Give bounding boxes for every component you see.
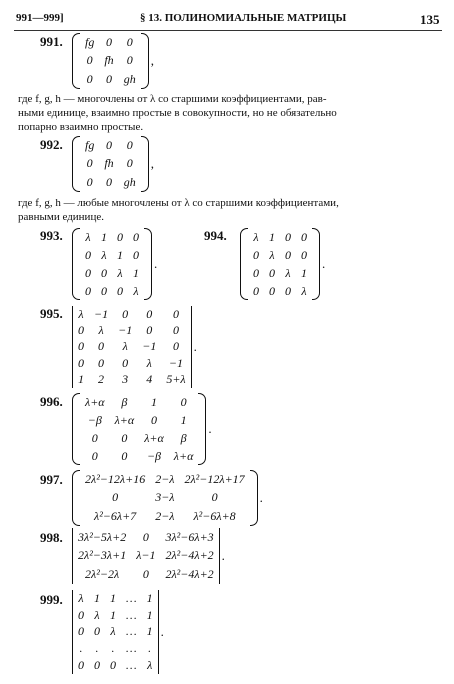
matrix-cell: 0 — [101, 283, 107, 298]
matrix-cell: 2λ²−12λ+17 — [184, 471, 245, 486]
matrix-cell: λ — [146, 355, 152, 370]
matrix-row — [80, 411, 198, 429]
matrix-cell: 0 — [78, 658, 84, 673]
problem-992-matrix — [72, 136, 154, 192]
p997-tail-punctuation: . — [259, 490, 263, 505]
matrix-cell: 1 — [117, 247, 123, 262]
matrix-cell: 0 — [122, 355, 129, 370]
matrix-row — [73, 528, 219, 547]
problem-994-number: 994. — [204, 228, 227, 243]
matrix-cell: 0 — [301, 247, 307, 262]
matrix-row — [80, 155, 141, 174]
matrix-cell: 0 — [106, 34, 113, 49]
matrix-cell: 2λ²−4λ+2 — [165, 548, 214, 563]
matrix-cell: 1 — [180, 412, 187, 427]
matrix-cell: … — [126, 624, 137, 639]
matrix-cell: −1 — [168, 355, 184, 370]
p996-left-bracket — [72, 393, 80, 465]
matrix-cell: 0 — [91, 448, 98, 463]
problem-991-text-line-2: ными единице, взаимно простые в совокупности, но не обязательно — [18, 107, 337, 119]
matrix-cell: 0 — [122, 306, 129, 321]
matrix-cell: λ — [101, 247, 107, 262]
matrix-cell: 0 — [78, 624, 84, 639]
problem-994-matrix — [240, 228, 325, 300]
matrix-cell: 1 — [269, 229, 275, 244]
matrix-row — [73, 590, 158, 607]
matrix-cell: 1 — [110, 590, 116, 605]
p993-left-bracket — [72, 228, 80, 300]
matrix-cell: 0 — [94, 658, 100, 673]
matrix-cell: 0 — [301, 229, 307, 244]
matrix-cell: 0 — [146, 323, 153, 338]
matrix-cell: 0 — [106, 72, 113, 87]
matrix-cell: 0 — [269, 283, 275, 298]
problem-997-number: 997. — [40, 472, 63, 487]
matrix-cell: 3λ²−6λ+3 — [165, 529, 214, 544]
matrix-cell: 2λ²−4λ+2 — [165, 567, 214, 582]
p996-tail-punctuation: . — [208, 421, 212, 436]
matrix-cell: 1 — [301, 265, 307, 280]
matrix-row — [80, 70, 141, 89]
p998-entries — [73, 528, 219, 584]
matrix-cell: 0 — [269, 265, 275, 280]
matrix-cell: β — [121, 394, 128, 409]
problem-999-number: 999. — [40, 592, 63, 607]
matrix-cell: λ−1 — [136, 548, 156, 563]
p991-left-bracket — [72, 33, 80, 89]
matrix-cell: 0 — [98, 339, 105, 354]
matrix-cell: … — [126, 658, 137, 673]
matrix-cell: β — [180, 430, 187, 445]
p997-right-bracket — [250, 470, 258, 526]
problem-996-matrix — [72, 393, 212, 465]
p996-right-bracket — [198, 393, 206, 465]
p992-tail-punctuation: , — [150, 156, 154, 171]
p999-entries — [73, 590, 158, 674]
matrix-cell: 0 — [106, 137, 113, 152]
problem-995-matrix — [72, 306, 197, 388]
matrix-cell: gh — [123, 175, 136, 190]
matrix-cell: λ — [98, 323, 104, 338]
matrix-cell: . — [79, 641, 83, 656]
matrix-cell: 0 — [117, 229, 123, 244]
matrix-cell: 0 — [253, 247, 259, 262]
matrix-cell: 2λ²−12λ+16 — [85, 471, 146, 486]
p993-right-bracket — [144, 228, 152, 300]
matrix-cell: 1 — [146, 590, 153, 605]
problem-998-number: 998. — [40, 530, 63, 545]
matrix-cell: 0 — [142, 529, 149, 544]
problem-993-number: 993. — [40, 228, 63, 243]
matrix-cell: 0 — [285, 229, 291, 244]
problem-996-number: 996. — [40, 394, 63, 409]
matrix-cell: λ — [301, 283, 307, 298]
matrix-row — [80, 470, 250, 489]
matrix-cell: 0 — [85, 247, 91, 262]
matrix-row — [80, 228, 144, 246]
problem-992-number: 992. — [40, 137, 63, 152]
matrix-row — [73, 322, 191, 338]
matrix-cell: λ²−6λ+7 — [94, 509, 137, 524]
matrix-cell: −1 — [142, 339, 157, 354]
matrix-row — [80, 282, 144, 300]
header-range: 991—999] — [16, 12, 64, 24]
matrix-cell: 0 — [133, 229, 139, 244]
matrix-cell: . — [148, 641, 152, 656]
p993-entries — [80, 228, 144, 300]
matrix-cell: 0 — [121, 430, 128, 445]
matrix-cell: 2 — [98, 372, 105, 387]
matrix-cell: λ — [133, 283, 139, 298]
matrix-cell: 0 — [78, 339, 84, 354]
matrix-cell: 0 — [78, 607, 84, 622]
matrix-cell: 0 — [117, 283, 123, 298]
matrix-cell: −1 — [94, 306, 109, 321]
matrix-cell: 0 — [150, 412, 157, 427]
p995-right-bracket — [191, 306, 192, 388]
matrix-cell: λ — [110, 624, 116, 639]
header-page-number: 135 — [420, 12, 440, 27]
matrix-cell: fg — [85, 137, 95, 152]
p992-left-bracket — [72, 136, 80, 192]
matrix-cell: 0 — [110, 658, 116, 673]
matrix-cell: 0 — [172, 323, 179, 338]
matrix-row — [80, 246, 144, 264]
matrix-cell: 0 — [121, 448, 128, 463]
matrix-cell: 0 — [106, 175, 113, 190]
matrix-row — [248, 264, 312, 282]
matrix-cell: λ — [147, 658, 153, 673]
matrix-row — [80, 52, 141, 71]
matrix-cell: 1 — [146, 607, 153, 622]
matrix-cell: 0 — [86, 175, 93, 190]
matrix-row — [80, 33, 141, 52]
matrix-row — [73, 607, 158, 624]
matrix-cell: 0 — [126, 137, 133, 152]
matrix-cell: 0 — [91, 430, 98, 445]
matrix-row — [248, 282, 312, 300]
problem-995-number: 995. — [40, 306, 63, 321]
matrix-cell: 1 — [110, 607, 116, 622]
matrix-cell: λ — [78, 590, 84, 605]
matrix-row — [248, 228, 312, 246]
matrix-cell: 0 — [253, 265, 259, 280]
matrix-cell: 0 — [126, 156, 133, 171]
matrix-cell: λ+α — [173, 448, 194, 463]
matrix-cell: 3λ²−5λ+2 — [78, 529, 127, 544]
matrix-cell: λ — [253, 229, 259, 244]
matrix-cell: 2λ²−3λ+1 — [78, 548, 127, 563]
matrix-row — [80, 264, 144, 282]
p998-right-bracket — [219, 528, 220, 584]
matrix-cell: gh — [123, 72, 136, 87]
p995-tail-punctuation: . — [193, 339, 197, 354]
matrix-cell: 3−λ — [155, 490, 175, 505]
matrix-cell: … — [126, 607, 137, 622]
matrix-cell: 5+λ — [166, 372, 186, 387]
matrix-row — [80, 136, 141, 155]
p992-right-bracket — [141, 136, 149, 192]
matrix-cell: 0 — [112, 490, 119, 505]
p999-right-bracket — [158, 590, 159, 674]
p994-left-bracket — [240, 228, 248, 300]
matrix-cell: 0 — [285, 247, 291, 262]
matrix-cell: 0 — [285, 283, 291, 298]
matrix-cell: 0 — [85, 265, 91, 280]
p993-tail-punctuation: . — [154, 256, 158, 271]
matrix-cell: 1 — [101, 229, 107, 244]
matrix-cell: λ — [94, 607, 100, 622]
matrix-cell: λ+α — [144, 430, 164, 445]
problem-998-matrix — [72, 528, 225, 584]
matrix-cell: 4 — [146, 372, 153, 387]
matrix-cell: 0 — [211, 490, 218, 505]
matrix-cell: 0 — [86, 72, 93, 87]
matrix-cell: 2−λ — [155, 509, 175, 524]
matrix-cell: … — [126, 590, 137, 605]
matrix-row — [73, 547, 219, 566]
matrix-cell: . — [95, 641, 99, 656]
matrix-row — [80, 393, 198, 411]
matrix-cell: 0 — [101, 265, 107, 280]
problem-997-matrix — [72, 470, 263, 526]
p996-entries — [80, 393, 198, 465]
matrix-cell: 3 — [122, 372, 129, 387]
matrix-cell: λ — [78, 306, 84, 321]
p991-tail-punctuation: , — [150, 53, 154, 68]
matrix-cell: 0 — [126, 34, 133, 49]
matrix-cell: 1 — [94, 590, 100, 605]
problem-992-text-line-1: где f, g, h — любые многочлены от λ со старшими коэффициентами, — [18, 197, 339, 209]
matrix-cell: 0 — [146, 306, 153, 321]
matrix-row — [73, 339, 191, 355]
matrix-cell: . — [111, 641, 115, 656]
matrix-cell: λ — [122, 339, 128, 354]
matrix-cell: −β — [87, 412, 102, 427]
matrix-cell: −1 — [118, 323, 133, 338]
matrix-row — [80, 429, 198, 447]
p998-tail-punctuation: . — [221, 548, 225, 563]
matrix-cell: 2λ²−2λ — [85, 567, 120, 582]
p997-left-bracket — [72, 470, 80, 526]
matrix-cell: λ — [85, 229, 91, 244]
problem-993-matrix — [72, 228, 157, 300]
matrix-row — [73, 640, 158, 657]
matrix-row — [80, 447, 198, 465]
matrix-cell: λ — [269, 247, 275, 262]
header-rule — [14, 30, 442, 31]
matrix-cell: 0 — [86, 156, 93, 171]
matrix-row — [73, 355, 191, 371]
matrix-cell: λ²−6λ+8 — [193, 509, 236, 524]
matrix-cell: 1 — [146, 624, 153, 639]
matrix-cell: 1 — [150, 394, 157, 409]
matrix-cell: fh — [104, 53, 114, 68]
matrix-cell: 2−λ — [155, 471, 175, 486]
matrix-cell: 0 — [142, 567, 149, 582]
matrix-row — [73, 624, 158, 641]
problem-991-text-line-3: попарно взаимно простые. — [18, 121, 144, 133]
matrix-cell: 0 — [253, 283, 259, 298]
problem-991-matrix — [72, 33, 154, 89]
p991-entries — [80, 33, 141, 89]
matrix-cell: 0 — [126, 53, 133, 68]
matrix-cell: fg — [85, 34, 95, 49]
problem-991-number: 991. — [40, 34, 63, 49]
matrix-row — [80, 489, 250, 508]
matrix-row — [73, 306, 191, 322]
p994-entries — [248, 228, 312, 300]
matrix-row — [73, 565, 219, 584]
matrix-row — [248, 246, 312, 264]
matrix-cell: λ — [117, 265, 123, 280]
matrix-cell: 0 — [78, 323, 84, 338]
p994-right-bracket — [312, 228, 320, 300]
header-section: § 13. ПОЛИНОМИАЛЬНЫЕ МАТРИЦЫ — [140, 12, 347, 24]
matrix-cell: 0 — [98, 355, 105, 370]
p999-tail-punctuation: . — [160, 624, 164, 639]
matrix-cell: fh — [104, 156, 114, 171]
p995-entries — [73, 306, 191, 388]
matrix-cell: 0 — [133, 247, 139, 262]
matrix-row — [80, 507, 250, 526]
matrix-row — [80, 173, 141, 192]
matrix-cell: … — [126, 641, 137, 656]
matrix-cell: λ — [285, 265, 291, 280]
matrix-row — [73, 657, 158, 674]
matrix-cell: 0 — [86, 53, 93, 68]
matrix-cell: 1 — [78, 372, 84, 387]
matrix-cell: λ+α — [114, 412, 135, 427]
p994-tail-punctuation: . — [322, 256, 326, 271]
matrix-cell: 0 — [172, 339, 179, 354]
p991-right-bracket — [141, 33, 149, 89]
matrix-cell: 0 — [180, 394, 187, 409]
matrix-cell: 0 — [78, 355, 84, 370]
problem-999-matrix — [72, 590, 164, 674]
p992-entries — [80, 136, 141, 192]
matrix-cell: 0 — [94, 624, 100, 639]
matrix-row — [73, 372, 191, 388]
problem-991-text-line-1: где f, g, h — многочлены от λ со старшими коэффициентами, рав- — [18, 93, 327, 105]
matrix-cell: λ+α — [85, 394, 105, 409]
matrix-cell: 0 — [172, 306, 179, 321]
matrix-cell: −β — [146, 448, 162, 463]
p997-entries — [80, 470, 250, 526]
matrix-cell: 0 — [85, 283, 91, 298]
matrix-cell: 1 — [133, 265, 139, 280]
problem-992-text-line-2: равными единице. — [18, 211, 104, 223]
